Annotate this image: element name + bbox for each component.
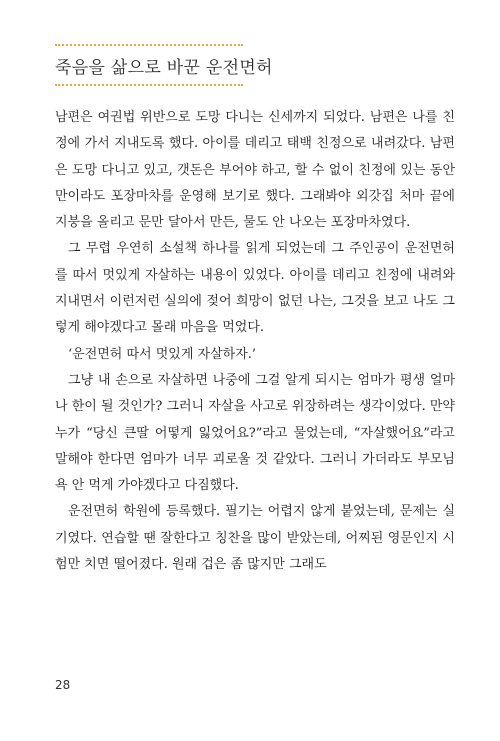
chapter-heading-box <box>55 44 273 86</box>
paragraph-2: 그 무렵 우연히 소설책 하나를 읽게 되었는데 그 주인공이 운전면허를 따서 멋있게 자살하는 내용이 있었다. 아이를 데리고 친정에 내려와 지내면서 이런저런 실의에 젖어 희망이 없던 나는, 그것을 보고 나도 그렇게 해야겠다고 몰래 마음을 먹었다. <box>55 241 455 336</box>
paragraph-1: 남편은 여권법 위반으로 도망 다니는 신세까지 되었다. 남편은 나를 친정에 가서 지내도록 했다. 아이를 데리고 태백 친정으로 내려갔다. 남편은 도망 다니고 있고, 갯돈은 부어야 하고, 할 수 없이 친정에 있는 동안만이라도 포장마차를 운영해 보기로 했다. 그래봐야 외갓집 처마 끝에 지붕을 올리고 문만 달아서 만든, 물도 안 나오는 포장마차였다. <box>55 110 455 231</box>
paragraph-3-quote: ‘운전면허 따서 멋있게 자살하자.’ <box>68 346 257 362</box>
chapter-heading: 죽음을 삶으로 바꾼 운전면허 <box>55 57 273 78</box>
body-text <box>55 105 455 578</box>
page-number: 28 <box>55 678 71 692</box>
paragraph-4: 그냥 내 손으로 자살하면 나중에 그걸 알게 되시는 엄마가 평생 얼마나 한이 될 것인가? 그러니 자살을 사고로 위장하려는 생각이었다. 만약 누가 “당신 큰딸 어떻게 잃었어요?”라고 물었는데, “자살했어요”라고 말해야 한다면 엄마가 너무 괴로울 것 같았다. 그러니 가더라도 부모님 욕 안 먹게 가야겠다고 다짐했다. <box>55 372 455 494</box>
paragraph-5: 운전면허 학원에 등록했다. 필기는 어렵지 않게 붙었는데, 문제는 실기였다. 연습할 땐 잘한다고 칭찬을 많이 받았는데, 어찌된 영문인지 시험만 치면 떨어졌다. 원래 겁은 좀 많지만 그래도 <box>55 504 455 573</box>
